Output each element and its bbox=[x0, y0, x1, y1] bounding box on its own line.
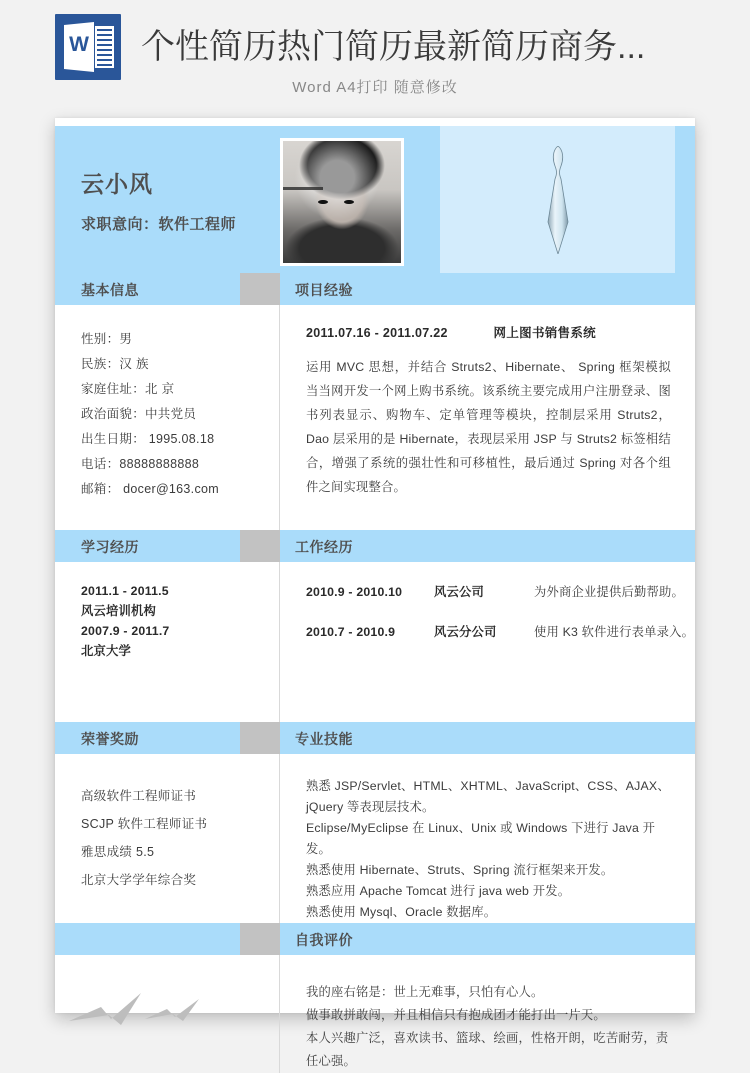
list-item: 性别：男 bbox=[81, 332, 133, 346]
section-title-education: 学习经历 bbox=[81, 539, 139, 555]
honors-list bbox=[55, 754, 279, 894]
list-item: 民族：汉 族 bbox=[81, 357, 149, 371]
band-gray-block bbox=[240, 722, 280, 754]
column-self-eval-text bbox=[280, 955, 695, 1073]
band-gray-block bbox=[240, 273, 280, 305]
column-work bbox=[280, 562, 695, 722]
list-item: Eclipse/MyEclipse 在 Linux、Unix 或 Windows 下进行 Java 开发。 bbox=[306, 821, 656, 856]
banner-title-row bbox=[55, 14, 700, 80]
necktie-graphic bbox=[544, 146, 572, 254]
list-item: 我的座右铭是：世上无难事，只怕有心人。 bbox=[306, 985, 544, 999]
list-item: 雅思成绩 5.5 bbox=[81, 845, 155, 859]
row-basic-project bbox=[55, 305, 695, 530]
work-company: 风云分公司 bbox=[434, 625, 497, 639]
word-icon-letter: W bbox=[69, 33, 89, 56]
list-item: 出生日期： 1995.08.18 bbox=[81, 432, 215, 446]
decorative-swoosh-marks bbox=[55, 955, 279, 1042]
work-date: 2010.9 - 2010.10 bbox=[306, 585, 403, 599]
word-icon-lines bbox=[95, 26, 114, 68]
section-title-project: 项目经验 bbox=[295, 282, 353, 298]
table-row bbox=[306, 622, 695, 640]
project-heading bbox=[280, 305, 695, 341]
section-band-honors-skills bbox=[55, 722, 695, 754]
preview-banner bbox=[0, 0, 750, 110]
list-item: 2007.9 - 2011.7 bbox=[81, 624, 170, 638]
column-education bbox=[55, 562, 280, 722]
list-item: 熟悉应用 Apache Tomcat 进行 java web 开发。 bbox=[306, 884, 571, 898]
list-item: 政治面貌：中共党员 bbox=[81, 407, 197, 421]
banner-subtitle: Word A4打印 随意修改 bbox=[292, 79, 458, 96]
list-item: 熟悉使用 Mysql、Oracle 数据库。 bbox=[306, 905, 497, 919]
applicant-name: 云小风 bbox=[81, 171, 153, 197]
row-self-evaluation bbox=[55, 955, 695, 1073]
skills-list bbox=[280, 754, 695, 923]
word-document-icon bbox=[55, 14, 121, 80]
resume-page bbox=[55, 118, 695, 1068]
section-title-work: 工作经历 bbox=[295, 539, 353, 555]
list-item: SCJP 软件工程师证书 bbox=[81, 817, 208, 831]
section-band-basic-project bbox=[55, 273, 695, 305]
resume-header bbox=[55, 118, 695, 273]
list-item: 邮箱： docer@163.com bbox=[81, 482, 219, 496]
section-title-self-eval: 自我评价 bbox=[295, 932, 353, 948]
band-gray-block bbox=[240, 530, 280, 562]
self-eval-list bbox=[280, 955, 695, 1073]
list-item: 熟悉 JSP/Servlet、HTML、XHTML、JavaScript、CSS、AJAX、jQuery 等表现层技术。 bbox=[306, 779, 670, 814]
row-honors-skills bbox=[55, 754, 695, 923]
basic-info-list bbox=[55, 305, 279, 502]
list-item: 家庭住址：北 京 bbox=[81, 382, 175, 396]
applicant-photo bbox=[280, 138, 404, 266]
project-name: 网上图书销售系统 bbox=[493, 326, 596, 340]
band-gray-block bbox=[240, 923, 280, 955]
column-decoration bbox=[55, 955, 280, 1073]
work-company: 风云公司 bbox=[434, 585, 484, 599]
table-row bbox=[306, 582, 695, 600]
band-bar-full bbox=[55, 923, 695, 955]
list-item: 做事敢拼敢闯，并且相信只有抱成团才能打出一片天。 bbox=[306, 1008, 606, 1022]
column-basic-info bbox=[55, 305, 280, 530]
project-date: 2011.07.16 - 2011.07.22 bbox=[306, 326, 448, 340]
column-project bbox=[280, 305, 695, 530]
education-list bbox=[55, 562, 279, 661]
work-description: 使用 K3 软件进行表单录入。 bbox=[534, 625, 695, 639]
column-skills bbox=[280, 754, 695, 923]
section-band-self-evaluation bbox=[55, 923, 695, 955]
list-item: 风云培训机构 bbox=[81, 604, 156, 618]
header-band-right bbox=[675, 126, 695, 273]
applicant-photo-image bbox=[283, 141, 401, 263]
project-description: 运用 MVC 思想，并结合 Struts2、Hibernate、 Spring 框架模拟当当网开发一个网上购书系统。该系统主要完成用户注册登录、图书列表显示、购物车、定单管理等模块，控制层采用 Struts2，Dao 层采用的是 Hibernate，表现层采用 JSP 与 Struts2 标签相结合，增强了系统的强壮性和可移植性，最后通过 Spring 对各个组件之间实现整合。 bbox=[306, 360, 671, 494]
list-item: 本人兴趣广泛，喜欢读书、篮球、绘画，性格开朗，吃苦耐劳，责任心强。 bbox=[306, 1031, 669, 1068]
section-title-basic-info: 基本信息 bbox=[81, 282, 139, 298]
section-title-skills: 专业技能 bbox=[295, 731, 353, 747]
work-list bbox=[280, 562, 695, 640]
list-item: 北京大学学年综合奖 bbox=[81, 873, 197, 887]
section-band-education-work bbox=[55, 530, 695, 562]
work-date: 2010.7 - 2010.9 bbox=[306, 625, 396, 639]
work-description: 为外商企业提供后勤帮助。 bbox=[534, 585, 684, 599]
page-title: 个性简历热门简历最新简历商务... bbox=[141, 28, 646, 66]
list-item: 熟悉使用 Hibernate、Struts、Spring 流行框架来开发。 bbox=[306, 863, 614, 877]
list-item: 北京大学 bbox=[81, 644, 131, 658]
section-title-honors: 荣誉奖励 bbox=[81, 731, 139, 747]
list-item: 2011.1 - 2011.5 bbox=[81, 584, 169, 598]
list-item: 高级软件工程师证书 bbox=[81, 789, 197, 803]
list-item: 电话：88888888888 bbox=[81, 457, 200, 471]
column-honors bbox=[55, 754, 280, 923]
row-education-work bbox=[55, 562, 695, 722]
job-objective: 求职意向：软件工程师 bbox=[81, 216, 237, 233]
